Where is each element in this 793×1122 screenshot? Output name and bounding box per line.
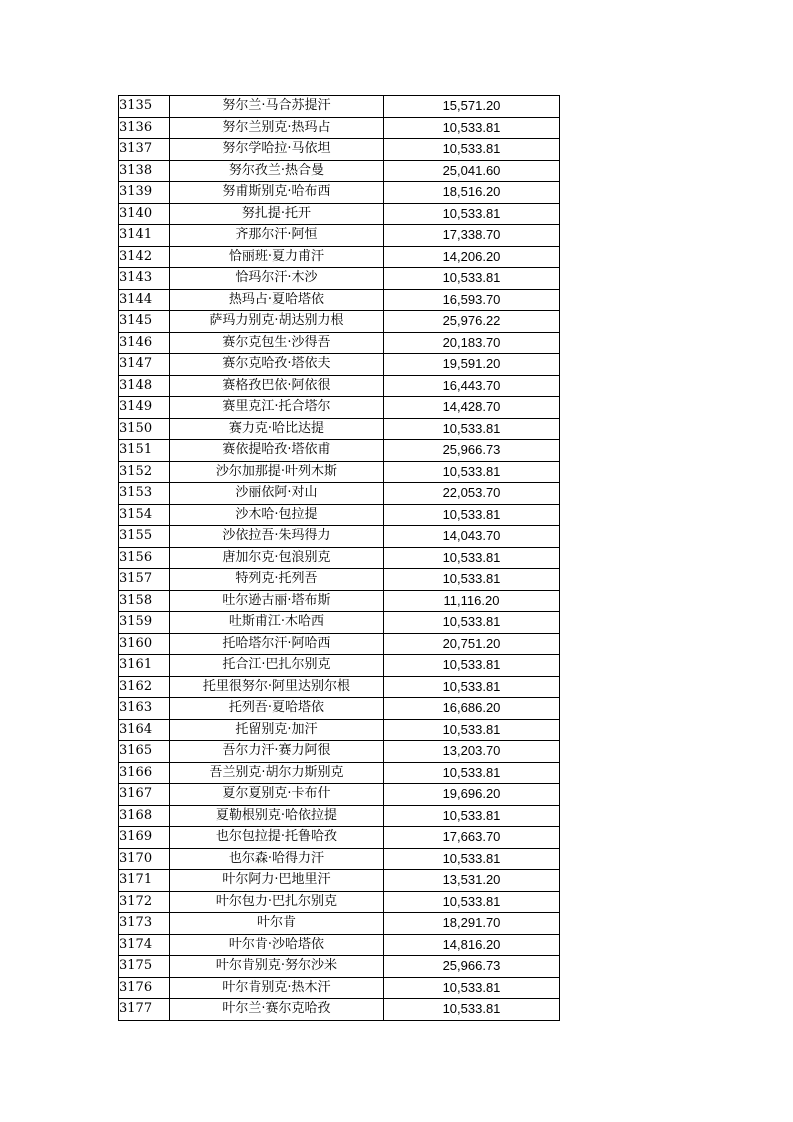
row-id-cell: 3172	[119, 891, 170, 913]
table-row	[119, 203, 560, 225]
table-row	[119, 741, 560, 763]
row-amount-cell: 10,533.81	[384, 762, 560, 784]
table-row	[119, 418, 560, 440]
row-id-cell: 3142	[119, 246, 170, 268]
row-id-cell: 3175	[119, 956, 170, 978]
table-row	[119, 397, 560, 419]
row-amount-cell: 22,053.70	[384, 483, 560, 505]
table-row	[119, 762, 560, 784]
table-row	[119, 268, 560, 290]
row-name-cell: 努尔学哈拉·马依坦	[170, 139, 384, 161]
row-id-cell: 3158	[119, 590, 170, 612]
row-amount-cell: 10,533.81	[384, 504, 560, 526]
table-row	[119, 870, 560, 892]
table-row	[119, 547, 560, 569]
row-amount-cell: 14,206.20	[384, 246, 560, 268]
row-id-cell: 3159	[119, 612, 170, 634]
table-row	[119, 999, 560, 1021]
row-id-cell: 3177	[119, 999, 170, 1021]
row-amount-cell: 10,533.81	[384, 891, 560, 913]
row-id-cell: 3167	[119, 784, 170, 806]
row-name-cell: 努尔兰别克·热玛占	[170, 117, 384, 139]
row-name-cell: 叶尔肯别克·热木汗	[170, 977, 384, 999]
table-row	[119, 719, 560, 741]
row-name-cell: 努尔兰·马合苏提汗	[170, 96, 384, 118]
row-amount-cell: 10,533.81	[384, 612, 560, 634]
row-id-cell: 3150	[119, 418, 170, 440]
row-amount-cell: 10,533.81	[384, 569, 560, 591]
row-name-cell: 沙木哈·包拉提	[170, 504, 384, 526]
row-id-cell: 3139	[119, 182, 170, 204]
table-row	[119, 805, 560, 827]
row-name-cell: 赛依提哈孜·塔依甫	[170, 440, 384, 462]
row-amount-cell: 25,976.22	[384, 311, 560, 333]
row-amount-cell: 18,291.70	[384, 913, 560, 935]
row-name-cell: 唐加尔克·包浪别克	[170, 547, 384, 569]
table-row	[119, 246, 560, 268]
row-id-cell: 3147	[119, 354, 170, 376]
row-id-cell: 3171	[119, 870, 170, 892]
row-id-cell: 3156	[119, 547, 170, 569]
table-row	[119, 590, 560, 612]
row-amount-cell: 11,116.20	[384, 590, 560, 612]
table-body	[119, 96, 560, 1021]
table-row	[119, 225, 560, 247]
row-id-cell: 3162	[119, 676, 170, 698]
table-row	[119, 676, 560, 698]
row-id-cell: 3149	[119, 397, 170, 419]
row-id-cell: 3169	[119, 827, 170, 849]
row-amount-cell: 10,533.81	[384, 203, 560, 225]
row-name-cell: 赛里克江·托合塔尔	[170, 397, 384, 419]
row-id-cell: 3163	[119, 698, 170, 720]
row-id-cell: 3166	[119, 762, 170, 784]
row-id-cell: 3141	[119, 225, 170, 247]
row-id-cell: 3160	[119, 633, 170, 655]
row-amount-cell: 19,591.20	[384, 354, 560, 376]
row-amount-cell: 10,533.81	[384, 719, 560, 741]
row-amount-cell: 18,516.20	[384, 182, 560, 204]
row-id-cell: 3155	[119, 526, 170, 548]
row-amount-cell: 16,593.70	[384, 289, 560, 311]
row-name-cell: 恰丽班·夏力甫汗	[170, 246, 384, 268]
row-name-cell: 吐尔逊古丽·塔布斯	[170, 590, 384, 612]
table-row	[119, 569, 560, 591]
row-amount-cell: 10,533.81	[384, 418, 560, 440]
row-id-cell: 3144	[119, 289, 170, 311]
row-name-cell: 赛尔克包生·沙得吾	[170, 332, 384, 354]
row-amount-cell: 10,533.81	[384, 805, 560, 827]
row-id-cell: 3143	[119, 268, 170, 290]
row-name-cell: 赛格孜巴依·阿依很	[170, 375, 384, 397]
row-name-cell: 沙依拉吾·朱玛得力	[170, 526, 384, 548]
row-name-cell: 也尔森·哈得力汗	[170, 848, 384, 870]
table-row	[119, 934, 560, 956]
row-name-cell: 努尔孜兰·热合曼	[170, 160, 384, 182]
table-row	[119, 96, 560, 118]
row-amount-cell: 10,533.81	[384, 977, 560, 999]
row-name-cell: 赛尔克哈孜·塔依夫	[170, 354, 384, 376]
row-amount-cell: 10,533.81	[384, 117, 560, 139]
row-id-cell: 3140	[119, 203, 170, 225]
row-name-cell: 齐那尔汗·阿恒	[170, 225, 384, 247]
row-name-cell: 热玛占·夏哈塔依	[170, 289, 384, 311]
table-row	[119, 913, 560, 935]
row-id-cell: 3151	[119, 440, 170, 462]
row-amount-cell: 16,443.70	[384, 375, 560, 397]
row-name-cell: 叶尔阿力·巴地里汗	[170, 870, 384, 892]
row-name-cell: 赛力克·哈比达提	[170, 418, 384, 440]
row-id-cell: 3136	[119, 117, 170, 139]
table-row	[119, 655, 560, 677]
row-name-cell: 沙尔加那提·叶列木斯	[170, 461, 384, 483]
row-name-cell: 叶尔包力·巴扎尔别克	[170, 891, 384, 913]
row-name-cell: 吾兰别克·胡尔力斯别克	[170, 762, 384, 784]
table-row	[119, 375, 560, 397]
row-name-cell: 吾尔力汗·赛力阿很	[170, 741, 384, 763]
table-row	[119, 977, 560, 999]
row-id-cell: 3154	[119, 504, 170, 526]
row-id-cell: 3170	[119, 848, 170, 870]
table-row	[119, 440, 560, 462]
row-name-cell: 吐斯甫江·木哈西	[170, 612, 384, 634]
table-row	[119, 332, 560, 354]
table-row	[119, 848, 560, 870]
row-amount-cell: 10,533.81	[384, 655, 560, 677]
row-amount-cell: 20,751.20	[384, 633, 560, 655]
row-name-cell: 叶尔兰·赛尔克哈孜	[170, 999, 384, 1021]
row-amount-cell: 10,533.81	[384, 999, 560, 1021]
row-amount-cell: 10,533.81	[384, 848, 560, 870]
row-name-cell: 恰玛尔汗·木沙	[170, 268, 384, 290]
row-id-cell: 3164	[119, 719, 170, 741]
table-row	[119, 827, 560, 849]
row-id-cell: 3135	[119, 96, 170, 118]
row-id-cell: 3168	[119, 805, 170, 827]
table-row	[119, 117, 560, 139]
table-row	[119, 526, 560, 548]
row-name-cell: 叶尔肯·沙哈塔依	[170, 934, 384, 956]
table-row	[119, 956, 560, 978]
table-row	[119, 139, 560, 161]
row-id-cell: 3145	[119, 311, 170, 333]
table-row	[119, 891, 560, 913]
row-id-cell: 3153	[119, 483, 170, 505]
row-name-cell: 也尔包拉提·托鲁哈孜	[170, 827, 384, 849]
row-amount-cell: 17,663.70	[384, 827, 560, 849]
table-row	[119, 504, 560, 526]
row-amount-cell: 10,533.81	[384, 676, 560, 698]
row-amount-cell: 10,533.81	[384, 268, 560, 290]
row-amount-cell: 17,338.70	[384, 225, 560, 247]
row-name-cell: 夏尔夏别克·卡布什	[170, 784, 384, 806]
row-id-cell: 3161	[119, 655, 170, 677]
row-id-cell: 3146	[119, 332, 170, 354]
table-row	[119, 612, 560, 634]
row-id-cell: 3148	[119, 375, 170, 397]
row-name-cell: 托列吾·夏哈塔依	[170, 698, 384, 720]
row-amount-cell: 25,966.73	[384, 440, 560, 462]
row-name-cell: 夏勒根别克·哈依拉提	[170, 805, 384, 827]
row-amount-cell: 13,531.20	[384, 870, 560, 892]
table-row	[119, 182, 560, 204]
row-name-cell: 努扎提·托开	[170, 203, 384, 225]
row-name-cell: 努甫斯别克·哈布西	[170, 182, 384, 204]
table-row	[119, 461, 560, 483]
table-row	[119, 698, 560, 720]
row-name-cell: 沙丽依阿·对山	[170, 483, 384, 505]
row-name-cell: 托合江·巴扎尔别克	[170, 655, 384, 677]
table-row	[119, 784, 560, 806]
row-id-cell: 3138	[119, 160, 170, 182]
row-amount-cell: 16,686.20	[384, 698, 560, 720]
row-amount-cell: 14,816.20	[384, 934, 560, 956]
row-amount-cell: 10,533.81	[384, 461, 560, 483]
row-amount-cell: 10,533.81	[384, 139, 560, 161]
table-row	[119, 483, 560, 505]
row-amount-cell: 25,966.73	[384, 956, 560, 978]
row-amount-cell: 13,203.70	[384, 741, 560, 763]
row-amount-cell: 19,696.20	[384, 784, 560, 806]
table-row	[119, 289, 560, 311]
row-amount-cell: 15,571.20	[384, 96, 560, 118]
row-id-cell: 3157	[119, 569, 170, 591]
row-id-cell: 3173	[119, 913, 170, 935]
row-name-cell: 萨玛力别克·胡达别力根	[170, 311, 384, 333]
row-id-cell: 3174	[119, 934, 170, 956]
table-row	[119, 311, 560, 333]
row-name-cell: 托留别克·加汗	[170, 719, 384, 741]
payment-table	[118, 95, 560, 1021]
table-row	[119, 354, 560, 376]
row-amount-cell: 25,041.60	[384, 160, 560, 182]
row-amount-cell: 14,428.70	[384, 397, 560, 419]
table-row	[119, 160, 560, 182]
row-amount-cell: 20,183.70	[384, 332, 560, 354]
row-id-cell: 3176	[119, 977, 170, 999]
row-amount-cell: 10,533.81	[384, 547, 560, 569]
row-name-cell: 特列克·托列吾	[170, 569, 384, 591]
row-id-cell: 3165	[119, 741, 170, 763]
row-name-cell: 叶尔肯	[170, 913, 384, 935]
row-amount-cell: 14,043.70	[384, 526, 560, 548]
row-id-cell: 3137	[119, 139, 170, 161]
row-id-cell: 3152	[119, 461, 170, 483]
row-name-cell: 叶尔肯别克·努尔沙米	[170, 956, 384, 978]
row-name-cell: 托哈塔尔汗·阿哈西	[170, 633, 384, 655]
row-name-cell: 托里很努尔·阿里达别尔根	[170, 676, 384, 698]
table-row	[119, 633, 560, 655]
